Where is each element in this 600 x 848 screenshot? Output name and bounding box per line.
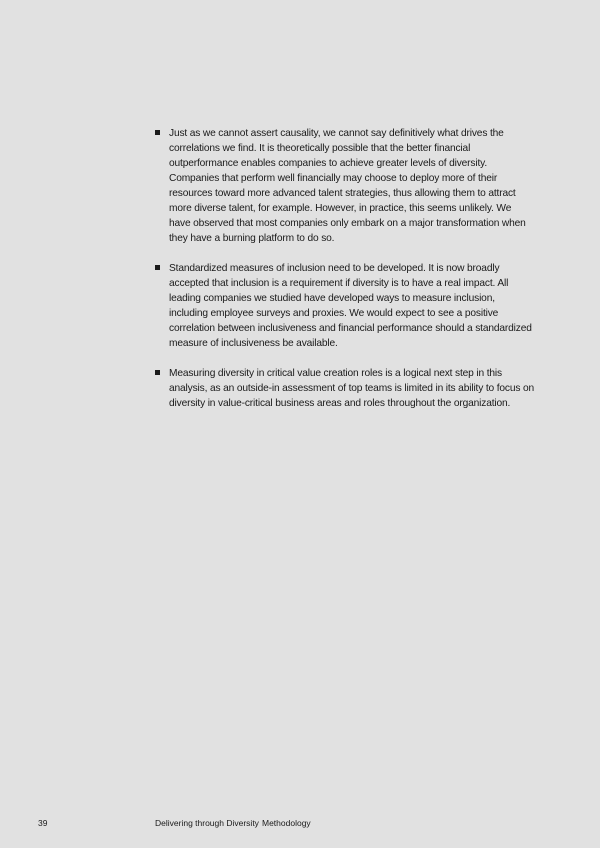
document-title: Delivering through Diversity [155,818,259,828]
bullet-text: Measuring diversity in critical value creation roles is a logical next step in this analysis, as an outside-in assessment of top teams is limited in its ability to focus on diversity in value-critical business areas and roles throughout the organization. [169,368,535,409]
bullet-item [155,126,535,246]
page-number: 39 [38,818,48,828]
square-bullet-icon [155,370,160,375]
bullet-item [155,366,535,411]
bullet-text: Just as we cannot assert causality, we cannot say definitively what drives the correlations we find. It is theoretically possible that the better financial outperformance enables companies to achieve greater levels of diversity. Companies that perform well financially may choose to deploy more of their resources toward more advanced talent strategies, thus allowing them to attract more diverse talent, for example. However, in practice, this seems unlikely. We have observed that most companies only embark on a major transformation when they have a burning platform to do so. [169,128,526,244]
square-bullet-icon [155,265,160,270]
bullet-item [155,261,535,351]
page-footer [0,817,600,831]
section-name: Methodology [262,818,311,828]
square-bullet-icon [155,130,160,135]
bullet-text: Standardized measures of inclusion need to be developed. It is now broadly accepted that inclusion is a requirement if diversity is to have a real impact. All leading companies we studied have developed ways to measure inclusion, including employee surveys and proxies. We would expect to see a positive correlation between inclusiveness and financial performance should a standardized measure of inclusiveness be available. [169,263,532,349]
bullet-list [155,126,535,426]
